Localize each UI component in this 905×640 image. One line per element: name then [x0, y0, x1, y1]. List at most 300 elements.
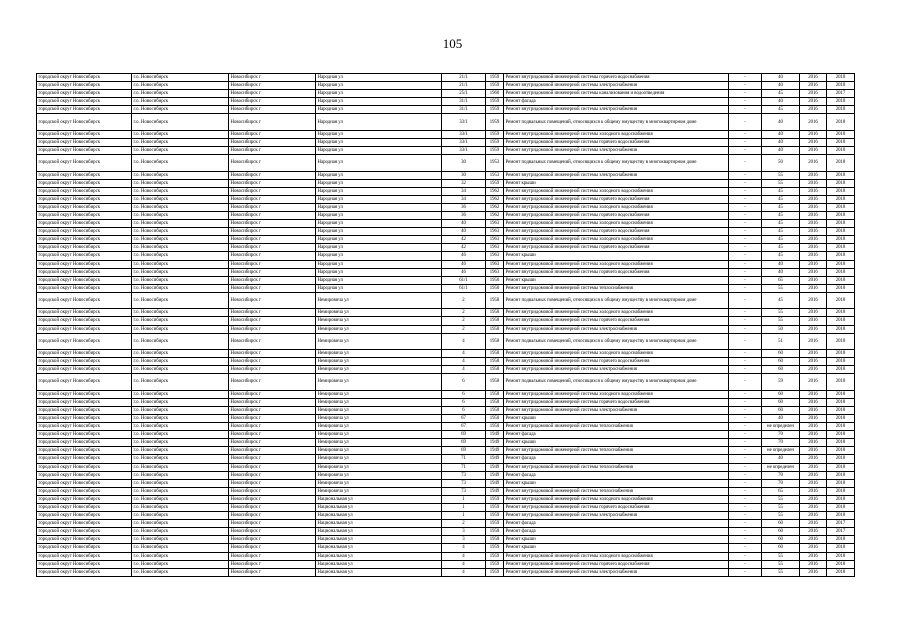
district-cell: городской округ Новосибирск: [37, 520, 132, 528]
street-cell: Немировича ул: [316, 390, 442, 398]
street-cell: Народная ул: [316, 130, 442, 138]
street-cell: Немировича ул: [316, 439, 442, 447]
end-year-cell: 2018: [827, 503, 855, 511]
cost-cell: 55: [762, 503, 800, 511]
table-row: [37, 333, 855, 349]
municipality-cell: г.о. Новосибирск: [132, 414, 229, 422]
end-year-cell: 2018: [827, 74, 855, 82]
municipality-cell: г.о. Новосибирск: [132, 503, 229, 511]
city-cell: Новосибирск г: [229, 155, 316, 171]
district-cell: городской округ Новосибирск: [37, 455, 132, 463]
street-cell: Немировича ул: [316, 398, 442, 406]
build-year-cell: 1949: [486, 471, 504, 479]
house-number-cell: 2: [442, 325, 486, 333]
build-year-cell: 1958: [486, 366, 504, 374]
build-year-cell: 1963: [486, 220, 504, 228]
street-cell: Народная ул: [316, 155, 442, 171]
table-row: [37, 138, 855, 146]
city-cell: Новосибирск г: [229, 252, 316, 260]
dash-cell: -: [729, 130, 762, 138]
city-cell: Новосибирск г: [229, 495, 316, 503]
work-type-cell: Ремонт внутридомовой инженерной системы электроснабжения: [504, 82, 729, 90]
table-row: [37, 455, 855, 463]
dash-cell: -: [729, 74, 762, 82]
work-type-cell: Ремонт крыши: [504, 414, 729, 422]
build-year-cell: 1963: [486, 228, 504, 236]
end-year-cell: 2018: [827, 82, 855, 90]
end-year-cell: 2017: [827, 90, 855, 98]
city-cell: Новосибирск г: [229, 236, 316, 244]
end-year-cell: 2018: [827, 284, 855, 292]
start-year-cell: 2016: [800, 228, 827, 236]
work-type-cell: Ремонт подвальных помещений, относящихся к общему имуществу в многоквартирном доме: [504, 374, 729, 390]
work-type-cell: Ремонт внутридомовой инженерной системы электроснабжения: [504, 147, 729, 155]
city-cell: Новосибирск г: [229, 520, 316, 528]
municipality-cell: г.о. Новосибирск: [132, 390, 229, 398]
cost-cell: не определен: [762, 423, 800, 431]
city-cell: Новосибирск г: [229, 138, 316, 146]
cost-cell: 65: [762, 276, 800, 284]
table-row: [37, 106, 855, 114]
end-year-cell: 2017: [827, 520, 855, 528]
dash-cell: -: [729, 406, 762, 414]
table-row: [37, 317, 855, 325]
cost-cell: 40: [762, 74, 800, 82]
city-cell: Новосибирск г: [229, 350, 316, 358]
cost-cell: 60: [762, 398, 800, 406]
dash-cell: -: [729, 292, 762, 308]
work-type-cell: Ремонт крыши: [504, 536, 729, 544]
street-cell: Немировича ул: [316, 406, 442, 414]
start-year-cell: 2016: [800, 138, 827, 146]
start-year-cell: 2016: [800, 284, 827, 292]
municipality-cell: г.о. Новосибирск: [132, 268, 229, 276]
end-year-cell: 2018: [827, 147, 855, 155]
table-row: [37, 390, 855, 398]
end-year-cell: 2018: [827, 552, 855, 560]
house-number-cell: 1: [442, 512, 486, 520]
work-type-cell: Ремонт внутридомовой инженерной системы холодного водоснабжения: [504, 130, 729, 138]
end-year-cell: 2018: [827, 260, 855, 268]
build-year-cell: 1959: [486, 114, 504, 130]
house-number-cell: 4: [442, 333, 486, 349]
cost-cell: 55: [762, 317, 800, 325]
end-year-cell: 2018: [827, 431, 855, 439]
house-number-cell: 61/1: [442, 276, 486, 284]
work-type-cell: Ремонт внутридомовой инженерной системы электроснабжения: [504, 366, 729, 374]
start-year-cell: 2016: [800, 333, 827, 349]
build-year-cell: 1949: [486, 439, 504, 447]
dash-cell: -: [729, 147, 762, 155]
municipality-cell: г.о. Новосибирск: [132, 479, 229, 487]
dash-cell: -: [729, 560, 762, 568]
house-number-cell: 69: [442, 439, 486, 447]
district-cell: городской округ Новосибирск: [37, 414, 132, 422]
city-cell: Новосибирск г: [229, 512, 316, 520]
table-row: [37, 520, 855, 528]
district-cell: городской округ Новосибирск: [37, 260, 132, 268]
district-cell: городской округ Новосибирск: [37, 333, 132, 349]
start-year-cell: 2016: [800, 171, 827, 179]
district-cell: городской округ Новосибирск: [37, 82, 132, 90]
district-cell: городской округ Новосибирск: [37, 390, 132, 398]
build-year-cell: 1958: [486, 317, 504, 325]
table-row: [37, 228, 855, 236]
end-year-cell: 2018: [827, 203, 855, 211]
build-year-cell: 1949: [486, 487, 504, 495]
municipality-cell: г.о. Новосибирск: [132, 244, 229, 252]
end-year-cell: 2018: [827, 414, 855, 422]
dash-cell: -: [729, 463, 762, 471]
city-cell: Новосибирск г: [229, 260, 316, 268]
dash-cell: -: [729, 544, 762, 552]
work-type-cell: Ремонт внутридомовой инженерной системы теплоснабжения: [504, 487, 729, 495]
table-row: [37, 374, 855, 390]
street-cell: Национальная ул: [316, 512, 442, 520]
work-type-cell: Ремонт подвальных помещений, относящихся к общему имуществу в многоквартирном доме: [504, 155, 729, 171]
cost-cell: 65: [762, 487, 800, 495]
work-type-cell: Ремонт фасада: [504, 431, 729, 439]
end-year-cell: 2018: [827, 512, 855, 520]
city-cell: Новосибирск г: [229, 503, 316, 511]
dash-cell: -: [729, 447, 762, 455]
city-cell: Новосибирск г: [229, 406, 316, 414]
street-cell: Народная ул: [316, 171, 442, 179]
municipality-cell: г.о. Новосибирск: [132, 292, 229, 308]
build-year-cell: 1959: [486, 560, 504, 568]
build-year-cell: 1958: [486, 536, 504, 544]
municipality-cell: г.о. Новосибирск: [132, 195, 229, 203]
dash-cell: -: [729, 284, 762, 292]
street-cell: Народная ул: [316, 284, 442, 292]
start-year-cell: 2016: [800, 560, 827, 568]
house-number-cell: 34: [442, 195, 486, 203]
table-row: [37, 244, 855, 252]
table-row: [37, 325, 855, 333]
district-cell: городской округ Новосибирск: [37, 552, 132, 560]
municipality-cell: г.о. Новосибирск: [132, 423, 229, 431]
work-type-cell: Ремонт внутридомовой инженерной системы горячего водоснабжения: [504, 74, 729, 82]
dash-cell: -: [729, 114, 762, 130]
table-row: [37, 203, 855, 211]
work-type-cell: Ремонт подвальных помещений, относящихся к общему имуществу в многоквартирном доме: [504, 292, 729, 308]
dash-cell: -: [729, 414, 762, 422]
municipality-cell: г.о. Новосибирск: [132, 228, 229, 236]
city-cell: Новосибирск г: [229, 179, 316, 187]
dash-cell: -: [729, 325, 762, 333]
city-cell: Новосибирск г: [229, 487, 316, 495]
district-cell: городской округ Новосибирск: [37, 471, 132, 479]
house-number-cell: 32: [442, 179, 486, 187]
cost-cell: 40: [762, 130, 800, 138]
work-type-cell: Ремонт крыши: [504, 179, 729, 187]
street-cell: Народная ул: [316, 220, 442, 228]
start-year-cell: 2016: [800, 374, 827, 390]
house-number-cell: 1: [442, 495, 486, 503]
street-cell: Народная ул: [316, 179, 442, 187]
house-number-cell: 46: [442, 260, 486, 268]
start-year-cell: 2016: [800, 398, 827, 406]
table-row: [37, 260, 855, 268]
start-year-cell: 2016: [800, 544, 827, 552]
district-cell: городской округ Новосибирск: [37, 98, 132, 106]
table-row: [37, 414, 855, 422]
street-cell: Немировича ул: [316, 431, 442, 439]
start-year-cell: 2016: [800, 179, 827, 187]
end-year-cell: 2018: [827, 106, 855, 114]
table-row: [37, 495, 855, 503]
municipality-cell: г.о. Новосибирск: [132, 179, 229, 187]
dash-cell: -: [729, 309, 762, 317]
build-year-cell: 1950: [486, 276, 504, 284]
street-cell: Народная ул: [316, 236, 442, 244]
build-year-cell: 1959: [486, 98, 504, 106]
start-year-cell: 2016: [800, 528, 827, 536]
build-year-cell: 1958: [486, 398, 504, 406]
municipality-cell: г.о. Новосибирск: [132, 317, 229, 325]
house-number-cell: 30: [442, 171, 486, 179]
table-row: [37, 187, 855, 195]
municipality-cell: г.о. Новосибирск: [132, 406, 229, 414]
house-number-cell: 67: [442, 423, 486, 431]
end-year-cell: 2018: [827, 439, 855, 447]
table-row: [37, 98, 855, 106]
cost-cell: 60: [762, 406, 800, 414]
cost-cell: 40: [762, 268, 800, 276]
build-year-cell: 1959: [486, 147, 504, 155]
city-cell: Новосибирск г: [229, 228, 316, 236]
district-cell: городской округ Новосибирск: [37, 236, 132, 244]
house-number-cell: 40: [442, 228, 486, 236]
dash-cell: -: [729, 398, 762, 406]
district-cell: городской округ Новосибирск: [37, 358, 132, 366]
city-cell: Новосибирск г: [229, 333, 316, 349]
start-year-cell: 2016: [800, 130, 827, 138]
city-cell: Новосибирск г: [229, 366, 316, 374]
build-year-cell: 1958: [486, 374, 504, 390]
build-year-cell: 1949: [486, 463, 504, 471]
work-type-cell: Ремонт внутридомовой инженерной системы теплоснабжения: [504, 447, 729, 455]
end-year-cell: 2018: [827, 455, 855, 463]
city-cell: Новосибирск г: [229, 447, 316, 455]
district-cell: городской округ Новосибирск: [37, 195, 132, 203]
house-number-cell: 31/1: [442, 98, 486, 106]
street-cell: Немировича ул: [316, 309, 442, 317]
district-cell: городской округ Новосибирск: [37, 114, 132, 130]
table-row: [37, 82, 855, 90]
cost-cell: 60: [762, 520, 800, 528]
build-year-cell: 1958: [486, 309, 504, 317]
build-year-cell: 1959: [486, 512, 504, 520]
cost-cell: 55: [762, 284, 800, 292]
house-number-cell: 21/1: [442, 74, 486, 82]
district-cell: городской округ Новосибирск: [37, 479, 132, 487]
end-year-cell: 2018: [827, 155, 855, 171]
street-cell: Народная ул: [316, 106, 442, 114]
municipality-cell: г.о. Новосибирск: [132, 495, 229, 503]
house-number-cell: 2: [442, 292, 486, 308]
dash-cell: -: [729, 195, 762, 203]
build-year-cell: 1958: [486, 528, 504, 536]
house-number-cell: 71: [442, 463, 486, 471]
end-year-cell: 2018: [827, 544, 855, 552]
district-cell: городской округ Новосибирск: [37, 244, 132, 252]
cost-cell: 51: [762, 333, 800, 349]
work-type-cell: Ремонт внутридомовой инженерной системы электроснабжения: [504, 512, 729, 520]
start-year-cell: 2016: [800, 439, 827, 447]
city-cell: Новосибирск г: [229, 439, 316, 447]
municipality-cell: г.о. Новосибирск: [132, 220, 229, 228]
start-year-cell: 2016: [800, 423, 827, 431]
build-year-cell: 1958: [486, 333, 504, 349]
district-cell: городской округ Новосибирск: [37, 309, 132, 317]
work-type-cell: Ремонт внутридомовой инженерной системы холодного водоснабжения: [504, 390, 729, 398]
page-number: 105: [442, 36, 463, 51]
build-year-cell: 1958: [486, 406, 504, 414]
build-year-cell: 1959: [486, 495, 504, 503]
start-year-cell: 2016: [800, 98, 827, 106]
cost-cell: 45: [762, 220, 800, 228]
street-cell: Немировича ул: [316, 463, 442, 471]
table-row: [37, 536, 855, 544]
municipality-cell: г.о. Новосибирск: [132, 155, 229, 171]
street-cell: Народная ул: [316, 147, 442, 155]
municipality-cell: г.о. Новосибирск: [132, 439, 229, 447]
district-cell: городской округ Новосибирск: [37, 487, 132, 495]
table-row: [37, 447, 855, 455]
build-year-cell: 1959: [486, 544, 504, 552]
house-number-cell: 6: [442, 374, 486, 390]
build-year-cell: 1959: [486, 74, 504, 82]
street-cell: Немировича ул: [316, 333, 442, 349]
end-year-cell: 2018: [827, 220, 855, 228]
end-year-cell: 2018: [827, 487, 855, 495]
cost-cell: 55: [762, 179, 800, 187]
dash-cell: -: [729, 187, 762, 195]
table-row: [37, 358, 855, 366]
city-cell: Новосибирск г: [229, 358, 316, 366]
end-year-cell: 2018: [827, 325, 855, 333]
build-year-cell: 1958: [486, 390, 504, 398]
municipality-cell: г.о. Новосибирск: [132, 398, 229, 406]
municipality-cell: г.о. Новосибирск: [132, 536, 229, 544]
cost-cell: 40: [762, 147, 800, 155]
municipality-cell: г.о. Новосибирск: [132, 455, 229, 463]
house-number-cell: 69: [442, 431, 486, 439]
start-year-cell: 2016: [800, 520, 827, 528]
dash-cell: -: [729, 503, 762, 511]
work-type-cell: Ремонт внутридомовой инженерной системы холодного водоснабжения: [504, 187, 729, 195]
street-cell: Народная ул: [316, 203, 442, 211]
start-year-cell: 2016: [800, 568, 827, 576]
end-year-cell: 2018: [827, 568, 855, 576]
table-row: [37, 236, 855, 244]
dash-cell: -: [729, 390, 762, 398]
district-cell: городской округ Новосибирск: [37, 463, 132, 471]
city-cell: Новосибирск г: [229, 292, 316, 308]
city-cell: Новосибирск г: [229, 147, 316, 155]
city-cell: Новосибирск г: [229, 471, 316, 479]
house-number-cell: 3: [442, 528, 486, 536]
build-year-cell: 1959: [486, 82, 504, 90]
table-row: [37, 74, 855, 82]
work-type-cell: Ремонт внутридомовой инженерной системы холодного водоснабжения: [504, 552, 729, 560]
street-cell: Немировича ул: [316, 366, 442, 374]
district-cell: городской округ Новосибирск: [37, 268, 132, 276]
city-cell: Новосибирск г: [229, 552, 316, 560]
start-year-cell: 2016: [800, 147, 827, 155]
house-number-cell: 42: [442, 236, 486, 244]
municipality-cell: г.о. Новосибирск: [132, 212, 229, 220]
street-cell: Народная ул: [316, 268, 442, 276]
end-year-cell: 2018: [827, 398, 855, 406]
end-year-cell: 2018: [827, 244, 855, 252]
house-number-cell: 3: [442, 536, 486, 544]
work-type-cell: Ремонт подвальных помещений, относящихся к общему имуществу в многоквартирном доме: [504, 333, 729, 349]
end-year-cell: 2018: [827, 350, 855, 358]
start-year-cell: 2016: [800, 406, 827, 414]
street-cell: Немировича ул: [316, 447, 442, 455]
district-cell: городской округ Новосибирск: [37, 252, 132, 260]
end-year-cell: 2018: [827, 236, 855, 244]
cost-cell: 55: [762, 560, 800, 568]
dash-cell: -: [729, 228, 762, 236]
work-type-cell: Ремонт внутридомовой инженерной системы электроснабжения: [504, 171, 729, 179]
dash-cell: -: [729, 138, 762, 146]
build-year-cell: 1962: [486, 212, 504, 220]
build-year-cell: 1958: [486, 350, 504, 358]
dash-cell: -: [729, 374, 762, 390]
work-type-cell: Ремонт крыши: [504, 479, 729, 487]
district-cell: городской округ Новосибирск: [37, 568, 132, 576]
build-year-cell: 1959: [486, 520, 504, 528]
table-row: [37, 268, 855, 276]
municipality-cell: г.о. Новосибирск: [132, 487, 229, 495]
build-year-cell: 1959: [486, 552, 504, 560]
city-cell: Новосибирск г: [229, 268, 316, 276]
work-type-cell: Ремонт внутридомовой инженерной системы теплоснабжения: [504, 463, 729, 471]
cost-cell: 55: [762, 552, 800, 560]
dash-cell: -: [729, 423, 762, 431]
district-cell: городской округ Новосибирск: [37, 528, 132, 536]
street-cell: Народная ул: [316, 114, 442, 130]
district-cell: городской округ Новосибирск: [37, 423, 132, 431]
dash-cell: -: [729, 552, 762, 560]
end-year-cell: 2018: [827, 179, 855, 187]
build-year-cell: 1963: [486, 244, 504, 252]
start-year-cell: 2016: [800, 463, 827, 471]
cost-cell: 50: [762, 325, 800, 333]
house-number-cell: 46: [442, 252, 486, 260]
cost-cell: 45: [762, 203, 800, 211]
street-cell: Национальная ул: [316, 528, 442, 536]
city-cell: Новосибирск г: [229, 106, 316, 114]
house-number-cell: 4: [442, 568, 486, 576]
work-type-cell: Ремонт внутридомовой инженерной системы горячего водоснабжения: [504, 244, 729, 252]
cost-cell: 40: [762, 414, 800, 422]
build-year-cell: 1958: [486, 358, 504, 366]
district-cell: городской округ Новосибирск: [37, 203, 132, 211]
cost-cell: 55: [762, 171, 800, 179]
house-number-cell: 21/1: [442, 82, 486, 90]
table-row: [37, 220, 855, 228]
build-year-cell: 1950: [486, 284, 504, 292]
end-year-cell: 2018: [827, 536, 855, 544]
cost-cell: не определен: [762, 447, 800, 455]
work-type-cell: Ремонт подвальных помещений, относящихся к общему имуществу в многоквартирном доме: [504, 114, 729, 130]
cost-cell: 45: [762, 212, 800, 220]
house-number-cell: 40: [442, 220, 486, 228]
